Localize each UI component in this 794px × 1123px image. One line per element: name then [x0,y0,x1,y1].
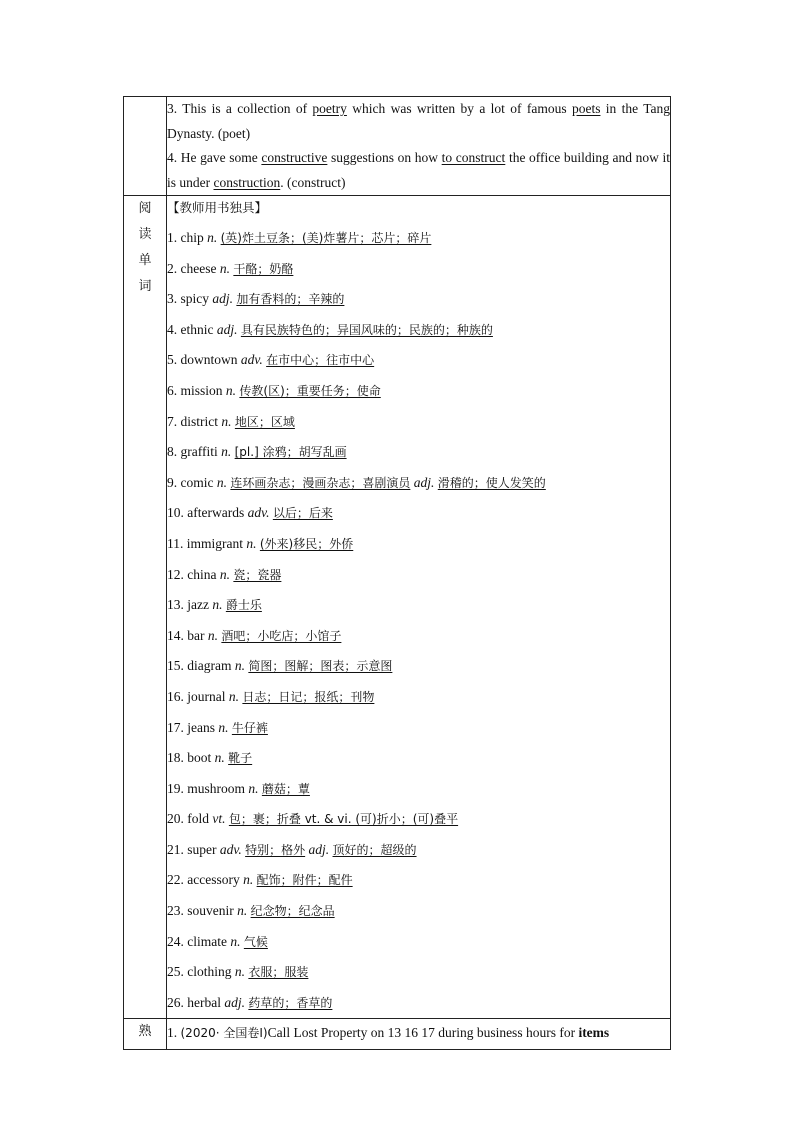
vocab-part-of-speech: n. [214,750,225,766]
vocab-definition: 连环画杂志；漫画杂志；喜剧演员 [230,475,411,490]
next-section-label-cell [124,1019,167,1050]
vocab-part-of-speech: adj. [212,291,234,307]
vocab-item [167,682,670,713]
vocab-item [167,560,670,591]
vocab-definition: 衣服；服装 [248,965,309,980]
vocab-part-of-speech: n. [243,872,254,888]
vocab-definition-2: 顶好的；超级的 [332,842,417,857]
vocab-item [167,988,670,1019]
examples-label-cell [124,97,167,196]
vocab-definition: 配饰；附件；配件 [256,873,353,888]
vocab-word: 11. immigrant [167,535,243,551]
vocab-item [167,529,670,560]
answer-construction: construction [213,174,281,190]
vocab-definition: 包；裹；折叠 vt. & vi. (可)折小；(可)叠平 [228,812,459,827]
next-section-row [124,1019,671,1050]
vocab-part-of-speech: adv. [247,505,270,521]
vocab-word: 17. jeans [167,719,215,735]
vocab-definition: 地区；区域 [234,414,295,429]
vocab-word: 5. downtown [167,352,238,368]
vocab-definition: 牛仔裤 [231,720,268,735]
vocab-definition: 具有民族特色的；异国风味的；民族的；种族的 [240,322,493,337]
vocab-part-of-speech: n. [237,903,248,919]
vocabulary-table [123,96,671,1050]
vocab-word: 18. boot [167,750,212,766]
vocab-item [167,957,670,988]
vocab-part-of-speech: n. [246,535,257,551]
vocab-part-of-speech-2: adj. [413,474,435,490]
answer-poetry: poetry [312,101,347,116]
vocab-item [167,437,670,468]
answer-poets: poets [571,101,601,116]
vocab-item [167,896,670,927]
vocab-word: 20. fold [167,811,209,827]
vocab-item [167,865,670,896]
example-sentence-3: 3. This is a collection of poetry which was written by a lot of famous poets in the Tang Dynasty. (poet) [167,101,671,141]
vocab-word: 24. climate [167,933,227,949]
vocab-definition: 简图；图解；图表；示意图 [248,659,393,674]
vocab-definition: 药草的；香草的 [248,995,333,1010]
next-section-label: 熟 [138,1024,152,1040]
vocab-item [167,590,670,621]
vocab-word: 15. diagram [167,658,232,674]
vocab-word: 23. souvenir [167,903,234,919]
vocab-word: 14. bar [167,627,205,643]
vocab-definition: 气候 [243,934,268,949]
vocab-part-of-speech: n. [248,780,259,796]
vocab-word: 10. afterwards [167,505,245,521]
answer-to-construct: to construct [441,150,506,165]
vocab-part-of-speech-2: adj. [308,841,330,857]
vocab-definition: 传教(区)；重要任务；使命 [239,383,381,398]
section-label-cell [124,196,167,1019]
next-section-sentence: 1. (2020· 全国卷Ⅰ)Call Lost Property on 13 16 17 during business hours for items [167,1025,610,1041]
vocab-item [167,621,670,652]
vocab-item [167,713,670,744]
vocab-part-of-speech: n. [221,413,232,429]
vocab-part-of-speech: n. [234,658,245,674]
vocab-part-of-speech: n. [228,688,239,704]
vocab-word: 8. graffiti [167,444,218,460]
vocab-item [167,315,670,346]
vocab-definition: 日志；日记；报纸；刊物 [242,689,375,704]
vocab-definition: [pl.] 涂鸦；胡写乱画 [234,445,347,460]
vocab-definition: 纪念物；纪念品 [250,904,335,919]
vocab-word: 16. journal [167,688,226,704]
vocab-word: 6. mission [167,382,223,398]
vocab-definition: 干酪；奶酪 [233,261,294,276]
vocab-definition: 靴子 [228,751,253,766]
vocab-part-of-speech: n. [219,260,230,276]
vocab-item [167,804,670,835]
vocab-item [167,376,670,407]
vocab-part-of-speech: adv. [240,352,263,368]
vocab-part-of-speech: n. [212,597,223,613]
vocab-word: 19. mushroom [167,780,246,796]
vocab-part-of-speech: adj. [216,321,238,337]
vocab-definition: 加有香料的；辛辣的 [236,292,345,307]
section-label: 阅 读 单 词 [138,201,152,294]
examples-row [124,97,671,196]
vocab-item [167,468,670,499]
vocab-definition: (英)炸土豆条；(美)炸薯片；芯片；碎片 [220,231,432,245]
vocab-part-of-speech: n. [207,230,218,245]
vocab-word: 22. accessory [167,872,240,888]
vocab-item [167,743,670,774]
vocab-part-of-speech: n. [216,474,227,490]
vocab-item [167,498,670,529]
vocab-word: 4. ethnic [167,321,214,337]
vocab-word: 21. super [167,841,217,857]
vocab-item [167,651,670,682]
vocab-item [167,254,670,285]
vocab-definition: 瓷；瓷器 [233,567,282,582]
vocab-word: 26. herbal [167,994,221,1010]
vocab-word: 13. jazz [167,597,209,613]
vocab-item [167,835,670,866]
vocab-item [167,407,670,438]
vocab-part-of-speech: n. [207,627,218,643]
vocab-definition: 在市中心；往市中心 [266,353,375,368]
vocab-part-of-speech: n. [230,933,241,949]
vocab-definition: 以后；后来 [272,506,333,521]
vocab-definition: 特别；格外 [245,842,306,857]
vocab-item [167,345,670,376]
vocab-part-of-speech: vt. [212,811,226,827]
answer-constructive: constructive [261,150,328,165]
vocab-cell [167,196,671,1019]
vocab-definition-2: 滑稽的；使人发笑的 [437,475,546,490]
vocab-part-of-speech: n. [234,964,245,980]
vocab-item [167,223,670,254]
vocab-definition: 爵士乐 [225,598,262,613]
example-sentence-4: 4. He gave some constructive suggestions on how to construct the office building and now it is under construction. (construct) [167,150,671,190]
vocab-word: 1. chip [167,230,204,245]
examples-cell [167,97,671,196]
vocab-list [167,223,670,1018]
vocab-word: 12. china [167,566,217,582]
teacher-note: 【教师用书独具】 [167,200,268,215]
vocab-part-of-speech: n. [221,444,232,460]
vocab-part-of-speech: adj. [224,994,245,1010]
vocab-part-of-speech: n. [219,566,230,582]
vocab-row [124,196,671,1019]
vocab-definition: 蘑菇；蕈 [261,781,310,796]
vocab-word: 25. clothing [167,964,232,980]
vocab-item [167,927,670,958]
vocab-item [167,284,670,315]
vocab-word: 2. cheese [167,260,217,276]
vocab-part-of-speech: n. [218,719,229,735]
vocab-part-of-speech: n. [225,382,237,398]
vocab-definition: 酒吧；小吃店；小馆子 [221,628,342,643]
vocab-word: 3. spicy [167,291,209,307]
vocab-definition: (外来)移民；外侨 [259,536,354,551]
vocab-part-of-speech: adv. [219,841,242,857]
vocab-word: 7. district [167,413,218,429]
vocab-item [167,774,670,805]
next-section-cell [167,1019,671,1050]
vocab-word: 9. comic [167,474,214,490]
